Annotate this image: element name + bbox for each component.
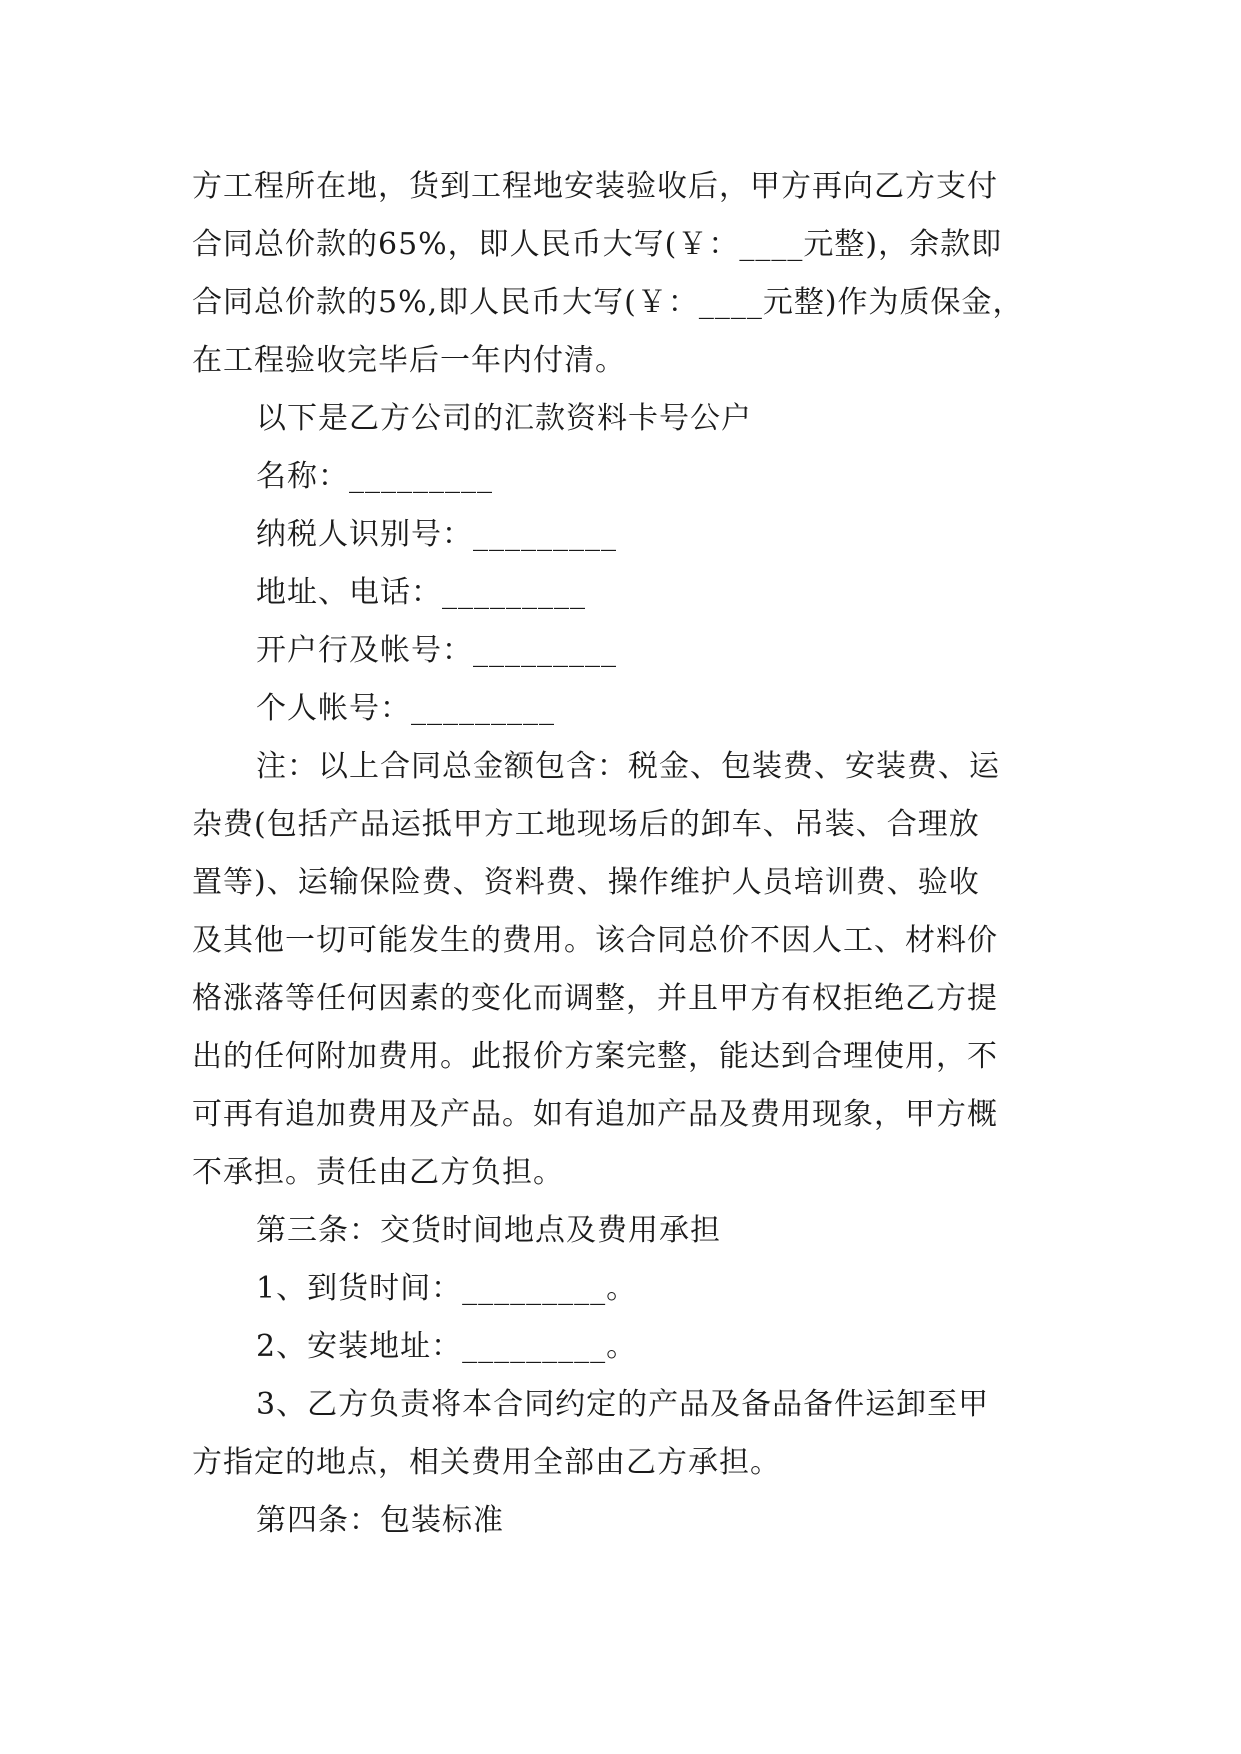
text-line: 合同总价款的5%,即人民币大写(￥：____元整)作为质保金，	[192, 285, 1024, 320]
text-line: 注：以上合同总金额包含：税金、包装费、安装费、运	[256, 749, 1000, 784]
text-line: 杂费(包括产品运抵甲方工地现场后的卸车、吊装、合理放	[192, 807, 980, 842]
text-line: 可再有追加费用及产品。如有追加产品及费用现象，甲方概	[192, 1097, 998, 1132]
text-line: 名称：_________	[256, 459, 493, 494]
text-line: 及其他一切可能发生的费用。该合同总价不因人工、材料价	[192, 923, 998, 958]
text-line: 3、乙方负责将本合同约定的产品及备品备件运卸至甲	[256, 1387, 990, 1422]
text-line: 地址、电话：_________	[256, 575, 586, 610]
text-line: 开户行及帐号：_________	[256, 633, 617, 668]
text-line: 2、安装地址：_________。	[256, 1329, 638, 1364]
section-heading: 第三条：交货时间地点及费用承担	[256, 1213, 721, 1248]
text-line: 个人帐号：_________	[256, 691, 555, 726]
text-line: 出的任何附加费用。此报价方案完整，能达到合理使用，不	[192, 1039, 998, 1074]
text-line: 方指定的地点，相关费用全部由乙方承担。	[192, 1445, 781, 1480]
text-line: 格涨落等任何因素的变化而调整，并且甲方有权拒绝乙方提	[192, 981, 998, 1016]
text-line: 在工程验收完毕后一年内付清。	[192, 343, 626, 378]
document-body	[192, 158, 1072, 1550]
text-line: 1、到货时间：_________。	[256, 1271, 638, 1306]
section-heading: 第四条：包装标准	[256, 1503, 504, 1538]
text-line: 不承担。责任由乙方负担。	[192, 1155, 564, 1190]
text-line: 以下是乙方公司的汇款资料卡号公户	[256, 401, 752, 436]
text-line: 纳税人识别号：_________	[256, 517, 617, 552]
text-line: 置等)、运输保险费、资料费、操作维护人员培训费、验收	[192, 865, 980, 900]
text-line: 方工程所在地，货到工程地安装验收后，甲方再向乙方支付	[192, 169, 998, 204]
text-line: 合同总价款的65%，即人民币大写(￥：____元整)，余款即	[192, 227, 1003, 262]
